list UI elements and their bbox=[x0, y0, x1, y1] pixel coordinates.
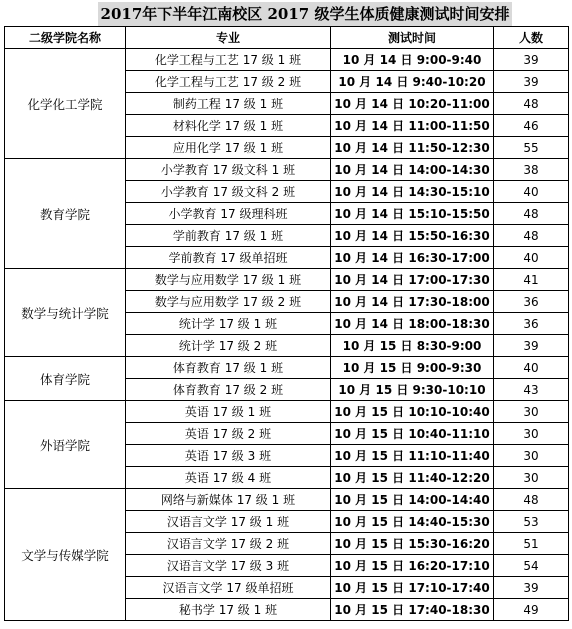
major-cell: 材料化学 17 级 1 班 bbox=[126, 115, 331, 137]
header-college: 二级学院名称 bbox=[5, 27, 126, 49]
table-row bbox=[5, 159, 569, 181]
header-major: 专业 bbox=[126, 27, 331, 49]
student-count-cell: 30 bbox=[494, 445, 569, 467]
student-count-cell: 30 bbox=[494, 401, 569, 423]
college-name-cell: 教育学院 bbox=[5, 159, 126, 269]
college-name-cell: 外语学院 bbox=[5, 401, 126, 489]
test-time-cell: 10 月 14 日 9:00-9:40 bbox=[331, 49, 494, 71]
student-count-cell: 55 bbox=[494, 137, 569, 159]
major-cell: 数学与应用数学 17 级 1 班 bbox=[126, 269, 331, 291]
test-time-cell: 10 月 14 日 10:20-11:00 bbox=[331, 93, 494, 115]
major-cell: 汉语言文学 17 级单招班 bbox=[126, 577, 331, 599]
student-count-cell: 40 bbox=[494, 247, 569, 269]
student-count-cell: 36 bbox=[494, 291, 569, 313]
student-count-cell: 43 bbox=[494, 379, 569, 401]
major-cell: 学前教育 17 级 1 班 bbox=[126, 225, 331, 247]
student-count-cell: 36 bbox=[494, 313, 569, 335]
test-time-cell: 10 月 14 日 15:10-15:50 bbox=[331, 203, 494, 225]
major-cell: 汉语言文学 17 级 2 班 bbox=[126, 533, 331, 555]
major-cell: 小学教育 17 级文科 2 班 bbox=[126, 181, 331, 203]
major-cell: 英语 17 级 4 班 bbox=[126, 467, 331, 489]
major-cell: 学前教育 17 级单招班 bbox=[126, 247, 331, 269]
test-time-cell: 10 月 14 日 15:50-16:30 bbox=[331, 225, 494, 247]
major-cell: 汉语言文学 17 级 3 班 bbox=[126, 555, 331, 577]
test-time-cell: 10 月 15 日 11:10-11:40 bbox=[331, 445, 494, 467]
test-time-cell: 10 月 14 日 17:00-17:30 bbox=[331, 269, 494, 291]
test-time-cell: 10 月 14 日 14:30-15:10 bbox=[331, 181, 494, 203]
header-time: 测试时间 bbox=[331, 27, 494, 49]
student-count-cell: 48 bbox=[494, 203, 569, 225]
student-count-cell: 30 bbox=[494, 467, 569, 489]
test-time-cell: 10 月 15 日 11:40-12:20 bbox=[331, 467, 494, 489]
table-row bbox=[5, 357, 569, 379]
major-cell: 秘书学 17 级 1 班 bbox=[126, 599, 331, 621]
header-count: 人数 bbox=[494, 27, 569, 49]
student-count-cell: 39 bbox=[494, 335, 569, 357]
student-count-cell: 39 bbox=[494, 577, 569, 599]
test-time-cell: 10 月 14 日 9:40-10:20 bbox=[331, 71, 494, 93]
test-time-cell: 10 月 14 日 11:50-12:30 bbox=[331, 137, 494, 159]
student-count-cell: 48 bbox=[494, 489, 569, 511]
test-time-cell: 10 月 15 日 9:00-9:30 bbox=[331, 357, 494, 379]
schedule-table bbox=[4, 26, 569, 621]
major-cell: 化学工程与工艺 17 级 2 班 bbox=[126, 71, 331, 93]
student-count-cell: 54 bbox=[494, 555, 569, 577]
student-count-cell: 49 bbox=[494, 599, 569, 621]
test-time-cell: 10 月 15 日 10:10-10:40 bbox=[331, 401, 494, 423]
student-count-cell: 51 bbox=[494, 533, 569, 555]
college-name-cell: 体育学院 bbox=[5, 357, 126, 401]
test-time-cell: 10 月 14 日 14:00-14:30 bbox=[331, 159, 494, 181]
college-name-cell: 化学化工学院 bbox=[5, 49, 126, 159]
student-count-cell: 53 bbox=[494, 511, 569, 533]
student-count-cell: 46 bbox=[494, 115, 569, 137]
test-time-cell: 10 月 15 日 17:40-18:30 bbox=[331, 599, 494, 621]
page-title: 2017年下半年江南校区 2017 级学生体质健康测试时间安排 bbox=[98, 2, 512, 26]
test-time-cell: 10 月 15 日 16:20-17:10 bbox=[331, 555, 494, 577]
major-cell: 网络与新媒体 17 级 1 班 bbox=[126, 489, 331, 511]
student-count-cell: 41 bbox=[494, 269, 569, 291]
table-row bbox=[5, 269, 569, 291]
major-cell: 应用化学 17 级 1 班 bbox=[126, 137, 331, 159]
major-cell: 英语 17 级 1 班 bbox=[126, 401, 331, 423]
test-time-cell: 10 月 15 日 9:30-10:10 bbox=[331, 379, 494, 401]
major-cell: 统计学 17 级 1 班 bbox=[126, 313, 331, 335]
test-time-cell: 10 月 15 日 14:00-14:40 bbox=[331, 489, 494, 511]
student-count-cell: 40 bbox=[494, 181, 569, 203]
table-row bbox=[5, 49, 569, 71]
test-time-cell: 10 月 15 日 10:40-11:10 bbox=[331, 423, 494, 445]
student-count-cell: 48 bbox=[494, 225, 569, 247]
test-time-cell: 10 月 14 日 17:30-18:00 bbox=[331, 291, 494, 313]
major-cell: 汉语言文学 17 级 1 班 bbox=[126, 511, 331, 533]
major-cell: 统计学 17 级 2 班 bbox=[126, 335, 331, 357]
student-count-cell: 39 bbox=[494, 49, 569, 71]
test-time-cell: 10 月 15 日 14:40-15:30 bbox=[331, 511, 494, 533]
major-cell: 制药工程 17 级 1 班 bbox=[126, 93, 331, 115]
table-row bbox=[5, 489, 569, 511]
test-time-cell: 10 月 14 日 16:30-17:00 bbox=[331, 247, 494, 269]
test-time-cell: 10 月 14 日 18:00-18:30 bbox=[331, 313, 494, 335]
student-count-cell: 38 bbox=[494, 159, 569, 181]
test-time-cell: 10 月 14 日 11:00-11:50 bbox=[331, 115, 494, 137]
header-row bbox=[5, 27, 569, 49]
test-time-cell: 10 月 15 日 8:30-9:00 bbox=[331, 335, 494, 357]
major-cell: 英语 17 级 3 班 bbox=[126, 445, 331, 467]
major-cell: 化学工程与工艺 17 级 1 班 bbox=[126, 49, 331, 71]
student-count-cell: 30 bbox=[494, 423, 569, 445]
table-row bbox=[5, 401, 569, 423]
major-cell: 英语 17 级 2 班 bbox=[126, 423, 331, 445]
major-cell: 体育教育 17 级 1 班 bbox=[126, 357, 331, 379]
major-cell: 体育教育 17 级 2 班 bbox=[126, 379, 331, 401]
test-time-cell: 10 月 15 日 15:30-16:20 bbox=[331, 533, 494, 555]
student-count-cell: 39 bbox=[494, 71, 569, 93]
test-time-cell: 10 月 15 日 17:10-17:40 bbox=[331, 577, 494, 599]
student-count-cell: 40 bbox=[494, 357, 569, 379]
major-cell: 小学教育 17 级文科 1 班 bbox=[126, 159, 331, 181]
major-cell: 数学与应用数学 17 级 2 班 bbox=[126, 291, 331, 313]
college-name-cell: 文学与传媒学院 bbox=[5, 489, 126, 621]
major-cell: 小学教育 17 级理科班 bbox=[126, 203, 331, 225]
student-count-cell: 48 bbox=[494, 93, 569, 115]
college-name-cell: 数学与统计学院 bbox=[5, 269, 126, 357]
schedule-body bbox=[5, 49, 569, 621]
